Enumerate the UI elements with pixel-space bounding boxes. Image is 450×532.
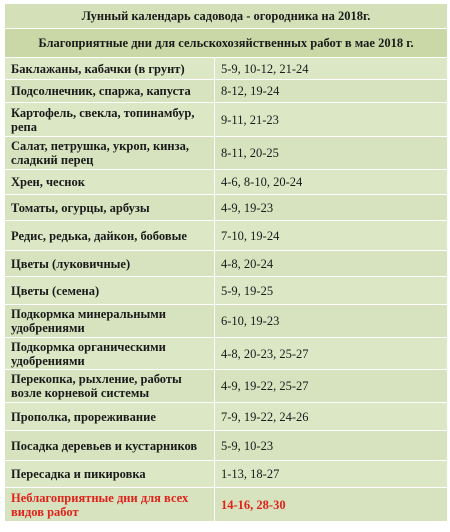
days-cell: 7-10, 19-24	[215, 221, 448, 251]
calendar-title: Лунный календарь садовода - огородника на 2018г.	[5, 4, 448, 29]
crop-cell: Цветы (семена)	[5, 277, 215, 305]
days-cell: 6-10, 19-23	[215, 305, 448, 338]
table-row	[5, 251, 448, 277]
table-row	[5, 137, 448, 170]
table-row	[5, 338, 448, 370]
crop-cell: Баклажаны, кабачки (в грунт)	[5, 58, 215, 80]
lunar-calendar-table	[4, 3, 448, 522]
unfavorable-row	[5, 488, 448, 522]
days-cell: 4-9, 19-22, 25-27	[215, 370, 448, 403]
table-row	[5, 277, 448, 305]
calendar-subtitle: Благоприятные дни для сельскохозяйственных работ в мае 2018 г.	[5, 29, 448, 58]
table-row	[5, 370, 448, 403]
days-cell: 8-12, 19-24	[215, 80, 448, 103]
title-row	[5, 4, 448, 29]
table-row	[5, 195, 448, 221]
crop-cell: Пересадка и пикировка	[5, 461, 215, 488]
days-cell: 7-9, 19-22, 24-26	[215, 403, 448, 431]
days-cell: 4-8, 20-23, 25-27	[215, 338, 448, 370]
crop-cell: Цветы (луковичные)	[5, 251, 215, 277]
crop-cell: Подкормка минеральными удобрениями	[5, 305, 215, 338]
table-row	[5, 431, 448, 461]
crop-cell: Редис, редька, дайкон, бобовые	[5, 221, 215, 251]
days-cell: 5-9, 10-12, 21-24	[215, 58, 448, 80]
crop-cell: Картофель, свекла, топинамбур, репа	[5, 103, 215, 137]
days-cell: 9-11, 21-23	[215, 103, 448, 137]
unfavorable-days: 14-16, 28-30	[215, 488, 448, 522]
subtitle-row	[5, 29, 448, 58]
crop-cell: Подсолнечник, спаржа, капуста	[5, 80, 215, 103]
table-row	[5, 461, 448, 488]
table-row	[5, 221, 448, 251]
table-row	[5, 305, 448, 338]
crop-cell: Подкормка органическими удобрениями	[5, 338, 215, 370]
days-cell: 8-11, 20-25	[215, 137, 448, 170]
crop-cell: Хрен, чеснок	[5, 170, 215, 195]
table-row	[5, 80, 448, 103]
table-row	[5, 403, 448, 431]
table-row	[5, 103, 448, 137]
crop-cell: Томаты, огурцы, арбузы	[5, 195, 215, 221]
table-row	[5, 58, 448, 80]
days-cell: 5-9, 10-23	[215, 431, 448, 461]
table-row	[5, 170, 448, 195]
unfavorable-label: Неблагоприятные дни для всех видов работ	[5, 488, 215, 522]
crop-cell: Перекопка, рыхление, работы возле корневой системы	[5, 370, 215, 403]
days-cell: 5-9, 19-25	[215, 277, 448, 305]
days-cell: 1-13, 18-27	[215, 461, 448, 488]
crop-cell: Посадка деревьев и кустарников	[5, 431, 215, 461]
days-cell: 4-6, 8-10, 20-24	[215, 170, 448, 195]
days-cell: 4-9, 19-23	[215, 195, 448, 221]
crop-cell: Прополка, прореживание	[5, 403, 215, 431]
crop-cell: Салат, петрушка, укроп, кинза, сладкий перец	[5, 137, 215, 170]
days-cell: 4-8, 20-24	[215, 251, 448, 277]
